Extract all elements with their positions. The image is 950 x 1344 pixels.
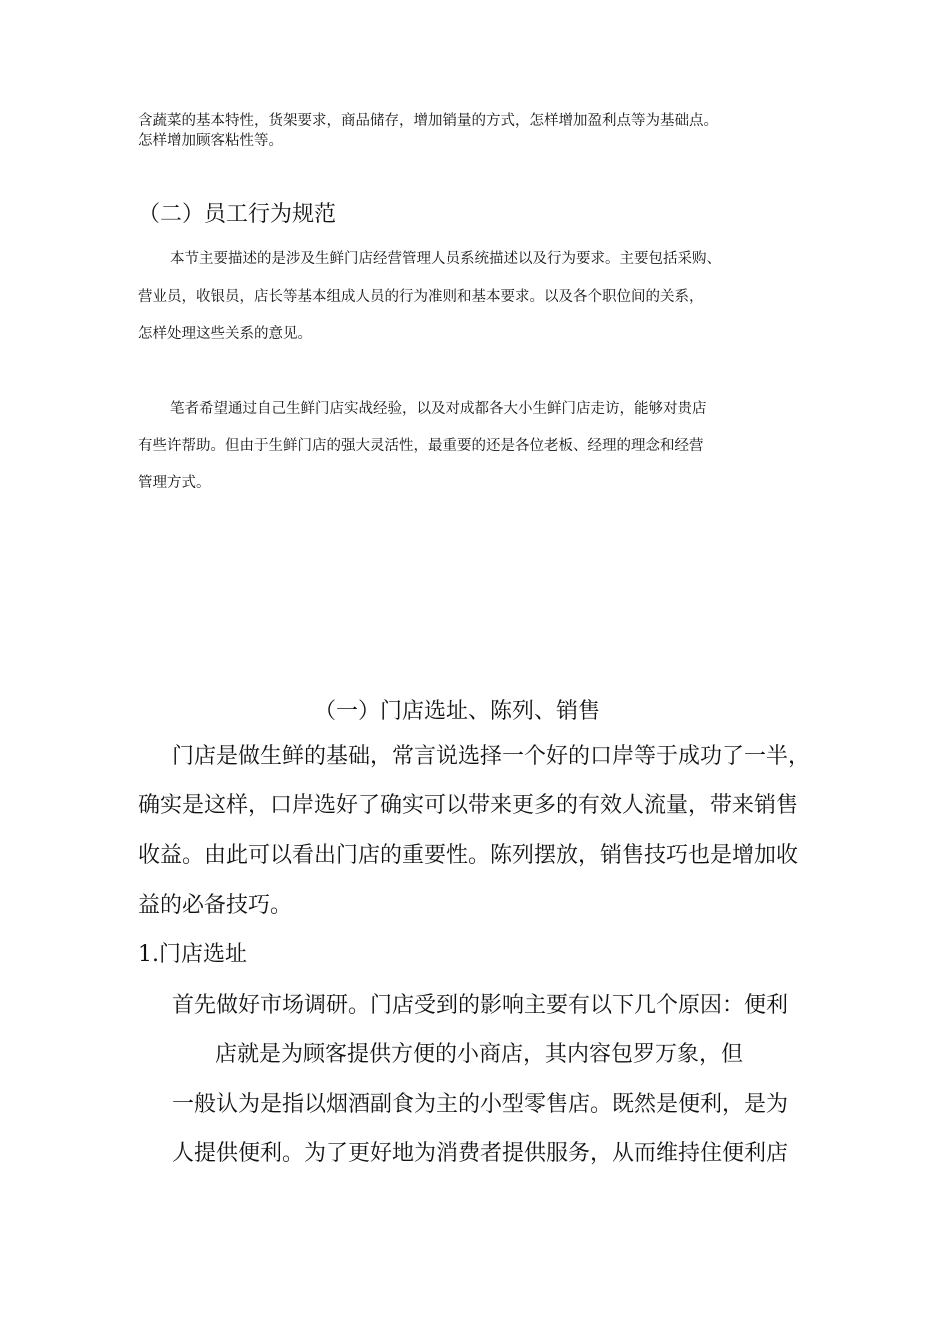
section-one-para-line-3: 收益。由此可以看出门店的重要性。陈列摆放，销售技巧也是增加收 <box>138 843 799 868</box>
section-one-para-line-4: 益的必备技巧。 <box>138 893 293 918</box>
intro-line-2: 怎样增加顾客粘性等。 <box>138 133 283 149</box>
store-location-line-2: 店就是为顾客提供方便的小商店，其内容包罗万象，但 <box>215 1042 744 1067</box>
store-location-line-4: 人提供便利。为了更好地为消费者提供服务，从而维持住便利店 <box>172 1141 789 1166</box>
section-one-para-line-1: 门店是做生鲜的基础，常言说选择一个好的口岸等于成功了一半， <box>172 744 811 769</box>
section-two-para2-line-3: 管理方式。 <box>138 475 211 491</box>
section-two-heading: （二）员工行为规范 <box>138 202 337 227</box>
store-location-line-3: 一般认为是指以烟酒副食为主的小型零售店。既然是便利，是为 <box>172 1092 789 1117</box>
section-two-para1-line-1: 本节主要描述的是涉及生鲜门店经营管理人员系统描述以及行为要求。主要包括采购、 <box>170 251 721 267</box>
section-two-para2-line-2: 有些许帮助。但由于生鲜门店的强大灵活性，最重要的还是各位老板、经理的理念和经营 <box>138 438 704 454</box>
section-two-para1-line-3: 怎样处理这些关系的意见。 <box>138 326 312 342</box>
section-two-para1-line-2: 营业员，收银员，店长等基本组成人员的行为准则和基本要求。以及各个职位间的关系， <box>138 289 704 305</box>
intro-line-1: 含蔬菜的基本特性，货架要求，商品储存，增加销量的方式，怎样增加盈利点等为基础点。 <box>138 113 718 129</box>
section-one-para-line-2: 确实是这样，口岸选好了确实可以带来更多的有效人流量，带来销售 <box>138 793 799 818</box>
section-one-heading: （一）门店选址、陈列、销售 <box>314 699 601 724</box>
subheading-store-location: 1.门店选址 <box>138 942 247 967</box>
section-two-para2-line-1: 笔者希望通过自己生鲜门店实战经验，以及对成都各大小生鲜门店走访，能够对贵店 <box>170 401 707 417</box>
store-location-line-1: 首先做好市场调研。门店受到的影响主要有以下几个原因：便利 <box>172 993 789 1018</box>
